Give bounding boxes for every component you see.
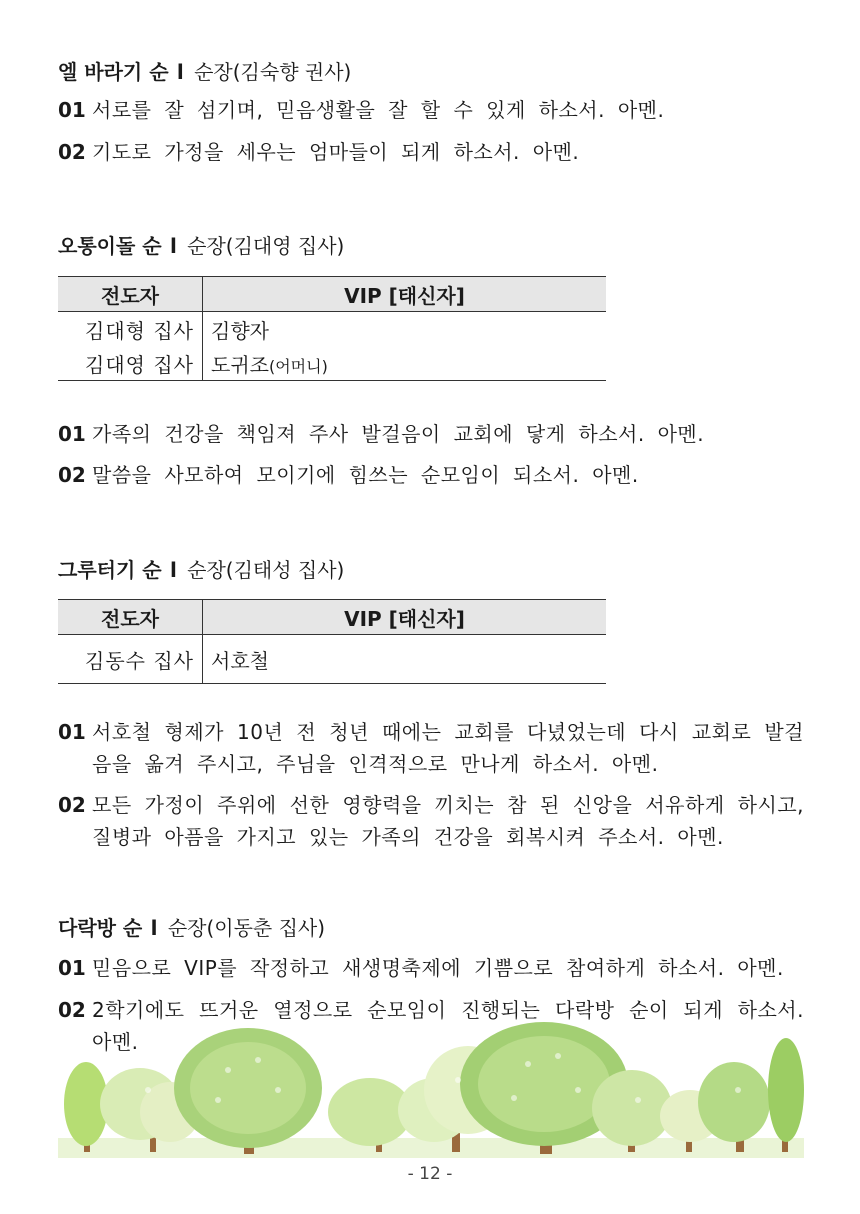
vip-cell — [203, 312, 607, 347]
prayer-number: 02 — [58, 793, 86, 817]
prayer-text: 기도로 가정을 세우는 엄마들이 되게 하소서. 아멘. — [92, 140, 580, 164]
tree-canopies — [64, 1022, 804, 1148]
prayer-text: 믿음으로 VIP를 작정하고 새생명축제에 기쁨으로 참여하게 하소서. 아멘. — [92, 956, 784, 980]
table-row — [58, 346, 606, 381]
evangelist-cell: 김동수 집사 — [58, 635, 203, 684]
group-leader: 순장(이동춘 집사) — [167, 916, 326, 940]
vip-name: 서호철 — [211, 648, 269, 673]
vip-cell — [203, 635, 607, 684]
separator: l — [169, 234, 177, 258]
prayer-item — [58, 136, 804, 168]
group-leader: 순장(김숙향 권사) — [194, 60, 352, 84]
group-leader: 순장(김대영 집사) — [187, 234, 345, 258]
separator: l — [169, 558, 177, 582]
prayer-text: 모든 가정이 주위에 선한 영향력을 끼치는 참 된 신앙을 서유하게 하시고, 질병과 아픔을 가지고 있는 가족의 건강을 회복시켜 주소서. 아멘. — [92, 793, 804, 849]
evangelist-cell: 김대영 집사 — [58, 346, 203, 381]
prayer-text: 말씀을 사모하여 모이기에 힘쓰는 순모임이 되소서. 아멘. — [92, 463, 639, 487]
prayer-text: 서로를 잘 섬기며, 믿음생활을 잘 할 수 있게 하소서. 아멘. — [92, 98, 665, 122]
vip-cell — [203, 346, 607, 381]
vip-table — [58, 276, 606, 381]
tree-forest-illustration — [58, 1020, 804, 1158]
vip-name: 도귀조 — [211, 352, 269, 377]
table-header-row — [58, 600, 606, 635]
group-name: 오통이돌 순 — [58, 234, 162, 258]
prayer-number: 01 — [58, 98, 86, 122]
group-heading — [58, 56, 351, 85]
prayer-number: 02 — [58, 140, 86, 164]
group-heading — [58, 554, 344, 583]
vip-table — [58, 599, 606, 684]
prayer-number: 02 — [58, 998, 86, 1022]
prayer-item — [58, 94, 804, 126]
separator: l — [150, 916, 158, 940]
table-row — [58, 635, 606, 684]
column-header-evangelist: 전도자 — [58, 277, 203, 312]
prayer-item — [58, 459, 804, 491]
prayer-number: 01 — [58, 956, 86, 980]
page-number: - 12 - — [407, 1164, 453, 1184]
vip-note: (어머니) — [268, 356, 328, 376]
prayer-item — [58, 952, 804, 984]
prayer-text: 2학기에도 뜨거운 열정으로 순모임이 진행되는 다락방 순이 되게 하소서. 아멘. — [92, 998, 804, 1054]
column-header-evangelist: 전도자 — [58, 600, 203, 635]
group-heading — [58, 912, 325, 941]
group-leader: 순장(김태성 집사) — [187, 558, 345, 582]
prayer-item — [58, 418, 804, 450]
column-header-vip: VIP [태신자] — [203, 277, 607, 312]
prayer-number: 01 — [58, 422, 86, 446]
prayer-text: 서호철 형제가 10년 전 청년 때에는 교회를 다녔었는데 다시 교회로 발걸음을 옮겨 주시고, 주님을 인격적으로 만나게 하소서. 아멘. — [92, 720, 804, 776]
prayer-number: 02 — [58, 463, 86, 487]
evangelist-cell: 김대형 집사 — [58, 312, 203, 347]
group-name: 다락방 순 — [58, 916, 143, 940]
table-row — [58, 312, 606, 347]
prayer-text: 가족의 건강을 책임져 주사 발걸음이 교회에 닿게 하소서. 아멘. — [92, 422, 705, 446]
group-heading — [58, 230, 344, 259]
vip-name: 김향자 — [211, 318, 269, 343]
prayer-item — [58, 789, 804, 853]
group-name: 엘 바라기 순 — [58, 60, 169, 84]
column-header-vip: VIP [태신자] — [203, 600, 607, 635]
prayer-number: 01 — [58, 720, 86, 744]
table-header-row — [58, 277, 606, 312]
prayer-item — [58, 716, 804, 780]
group-name: 그루터기 순 — [58, 558, 162, 582]
separator: l — [176, 60, 184, 84]
